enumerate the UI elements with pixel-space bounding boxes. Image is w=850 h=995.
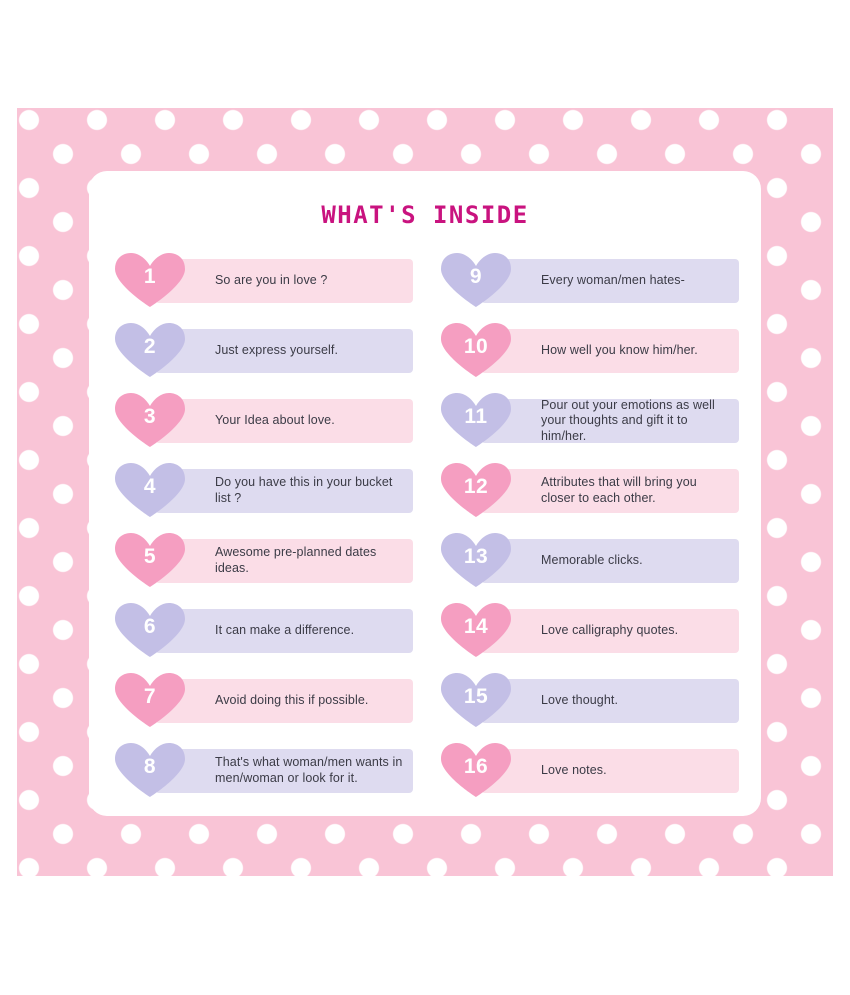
list-item[interactable] [437,321,739,379]
list-item[interactable] [111,531,413,589]
list-item-bar [481,539,739,583]
heart-icon [437,461,515,519]
list-item-label: Do you have this in your bucket list ? [215,475,393,505]
left-column [111,251,413,799]
list-item-number: 13 [463,545,489,568]
heart-icon [111,741,189,799]
list-item-number: 5 [143,545,157,568]
list-item-number: 9 [469,265,483,288]
list-item-bar [155,259,413,303]
list-item-label: It can make a difference. [215,623,355,638]
list-item-label: Avoid doing this if possible. [215,693,369,708]
heart-icon [437,391,515,449]
list-item-label: Just express yourself. [215,343,339,358]
heart-icon [111,671,189,729]
list-item-label: Love notes. [541,763,607,778]
right-column [437,251,739,799]
list-item-label: Love thought. [541,693,619,708]
heart-icon [111,321,189,379]
list-item-bar [481,749,739,793]
list-item[interactable] [111,671,413,729]
list-item-number: 2 [143,335,157,358]
list-item-bar [481,259,739,303]
list-item-number: 4 [143,475,157,498]
list-item-number: 11 [464,405,488,428]
list-item-number: 7 [143,685,157,708]
list-item[interactable] [111,741,413,799]
list-item-bar [155,749,413,793]
list-item-label: How well you know him/her. [541,343,698,358]
heart-icon [111,531,189,589]
list-item-number: 12 [463,475,489,498]
list-item-number: 10 [463,335,489,358]
list-item[interactable] [437,391,739,449]
heart-icon [111,251,189,309]
list-item-bar [481,469,739,513]
list-item-number: 14 [463,615,489,638]
heart-icon [437,601,515,659]
heart-icon [437,671,515,729]
list-item-label: Love calligraphy quotes. [541,623,679,638]
list-item[interactable] [111,251,413,309]
list-item[interactable] [437,671,739,729]
list-item-number: 16 [463,755,489,778]
list-item-bar [481,679,739,723]
list-item[interactable] [437,741,739,799]
heart-icon [437,741,515,799]
list-item-bar [155,399,413,443]
list-item-label: So are you in love ? [215,273,328,288]
list-item[interactable] [437,531,739,589]
list-item-bar [155,609,413,653]
list-item[interactable] [437,251,739,309]
list-item-number: 3 [143,405,157,428]
list-item-bar [481,329,739,373]
list-item[interactable] [437,601,739,659]
list-item-bar [155,679,413,723]
page-title: WHAT'S INSIDE [321,201,529,229]
list-item-bar [155,329,413,373]
list-item-number: 15 [463,685,489,708]
list-item[interactable] [111,601,413,659]
list-item-label: Awesome pre-planned dates ideas. [215,545,377,575]
list-item-label: Attributes that will bring you closer to each other. [541,475,697,505]
poster-frame [17,108,833,876]
list-item[interactable] [437,461,739,519]
list-item-bar [481,399,739,443]
heart-icon [111,601,189,659]
list-columns [89,229,761,799]
list-item[interactable] [111,321,413,379]
list-item-label: Your Idea about love. [215,413,335,428]
list-item-bar [155,539,413,583]
list-item-label: That's what woman/men wants in men/woman or look for it. [215,755,403,785]
list-item[interactable] [111,391,413,449]
list-item-label: Pour out your emotions as well your thoughts and gift it to him/her. [541,397,715,443]
list-item-bar [155,469,413,513]
list-item-bar [481,609,739,653]
list-item-number: 1 [143,265,157,288]
heart-icon [437,251,515,309]
heart-icon [111,461,189,519]
heart-icon [111,391,189,449]
list-item[interactable] [111,461,413,519]
list-item-number: 8 [143,755,157,778]
list-item-label: Memorable clicks. [541,553,643,568]
heart-icon [437,531,515,589]
content-card [89,171,761,816]
list-item-number: 6 [143,615,157,638]
heart-icon [437,321,515,379]
list-item-label: Every woman/men hates- [541,273,685,288]
